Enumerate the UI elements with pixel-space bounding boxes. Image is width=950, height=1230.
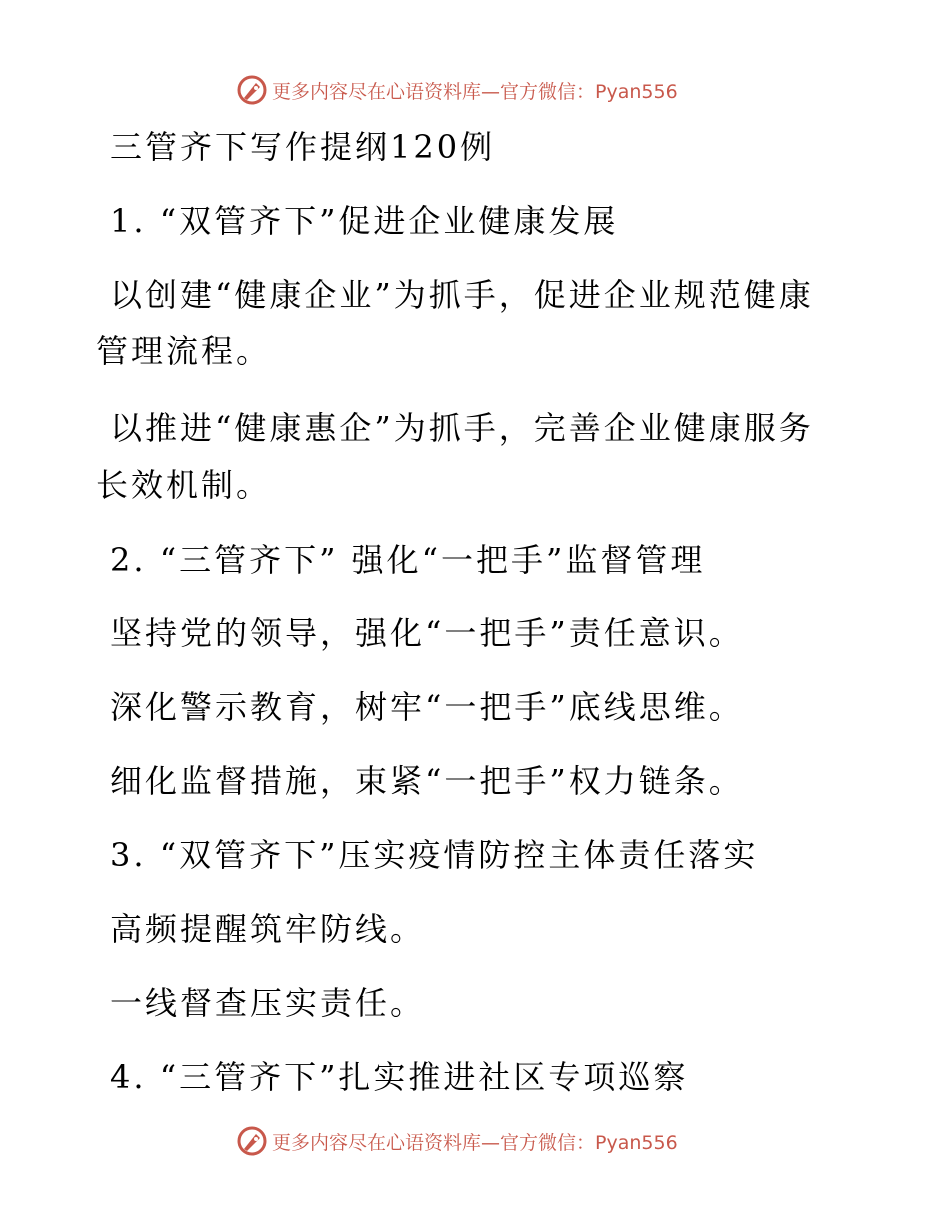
banner-text: 更多内容尽在心语资料库—官方微信：Pyan556 [272,1131,678,1154]
paragraph-line: 长效机制。 [96,466,272,504]
section-heading-3: 3. “双管齐下”压实疫情防控主体责任落实 [110,836,759,874]
section-heading-1: 1. “双管齐下”促进企业健康发展 [110,202,619,240]
paragraph-line: 以推进“健康惠企”为抓手，完善企业健康服务 [110,409,814,447]
section-heading-4: 4. “三管齐下”扎实推进社区专项巡察 [110,1058,689,1096]
document-title: 三管齐下写作提纲120例 [110,128,496,166]
paragraph-line: 以创建“健康企业”为抓手，促进企业规范健康 [110,276,814,314]
paragraph-line: 细化监督措施，束紧“一把手”权力链条。 [110,762,744,800]
paragraph-line: 一线督查压实责任。 [110,984,426,1022]
pen-nib-logo-icon [236,1125,268,1157]
pen-nib-logo-icon [236,74,268,106]
header-banner [236,73,678,107]
paragraph-line: 高频提醒筑牢防线。 [110,910,426,948]
section-heading-2: 2. “三管齐下” 强化“一把手”监督管理 [110,541,706,579]
paragraph-line: 管理流程。 [96,332,272,370]
paragraph-line: 深化警示教育，树牢“一把手”底线思维。 [110,688,744,726]
footer-banner [236,1124,678,1158]
banner-text: 更多内容尽在心语资料库—官方微信：Pyan556 [272,80,678,103]
paragraph-line: 坚持党的领导，强化“一把手”责任意识。 [110,614,744,652]
